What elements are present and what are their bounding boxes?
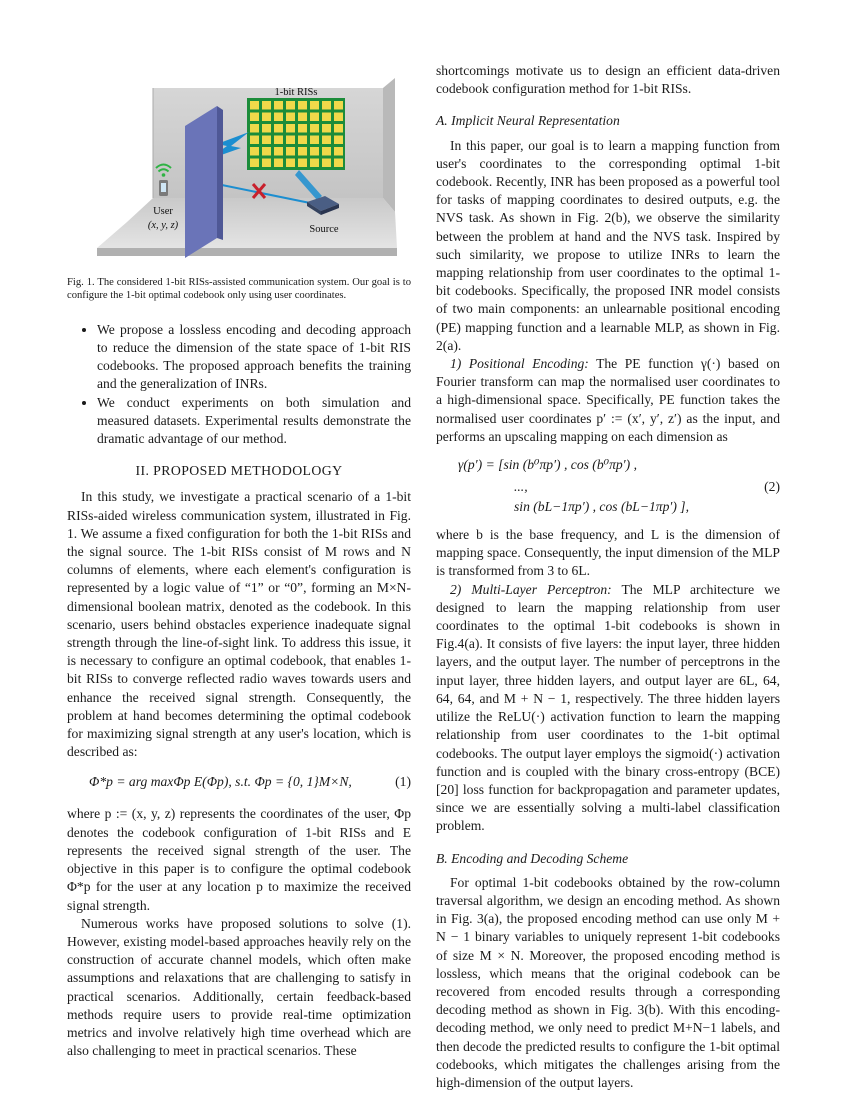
paragraph-run-in-heading: 1) Positional Encoding: [450, 356, 589, 372]
subsection-heading: A. Implicit Neural Representation [436, 113, 620, 129]
ris-element [298, 136, 307, 145]
section-heading: II. PROPOSED METHODOLOGY [135, 463, 343, 479]
ris-element [334, 159, 343, 168]
ris-element [334, 147, 343, 156]
paragraph-run-in-heading: 2) Multi-Layer Perceptron: [450, 581, 612, 597]
ris-element [334, 124, 343, 133]
equation-1 [67, 771, 411, 795]
user-coords-label: (x, y, z) [147, 220, 179, 231]
ris-element [334, 113, 343, 122]
ris-element [298, 124, 307, 133]
ris-element [262, 159, 271, 168]
ris-element [322, 101, 331, 110]
equation-line: sin (bL−1πp′) , cos (bL−1πp′) ], [514, 499, 689, 515]
paragraph: In this study, we investigate a practical scenario of a 1-bit RISs-aided wireless communication system, illustrated in Fig. 1. We assume a fixed configuration for both the 1-bit RISs and the signal source. The 1-bit RISs consist of M rows and N columns of elements, where each element's configuration is represented by a logic value of “1” or “0”, forming an M×N-dimensional boolean matrix, denoted as the codebook. In this scenario, users behind obstacles experience inadequate signal strength through the line-of-sight link. To address this issue, it is necessary to configure an optimal codebook, that enables 1-bit RISs to converge reflected radio waves towards users and enhance the received signal strength. Consequently, the problem at hand becomes determining the optimal codebook for maximizing signal strength at any user's location, which is described as: [67, 489, 411, 760]
equation-2 [436, 452, 780, 520]
ris-element [298, 113, 307, 122]
ris-label: 1-bit RISs [274, 87, 318, 98]
ris-element [322, 159, 331, 168]
floor [97, 198, 397, 248]
obstacle-wall [185, 106, 217, 258]
ris-element [250, 136, 259, 145]
ris-element [250, 147, 259, 156]
equation-body: Φ*p = arg maxΦp E(Φp), s.t. Φp = {0, 1}M×N, [89, 774, 352, 790]
paragraph: where p := (x, y, z) represents the coordinates of the user, Φp denotes the codebook configuration of 1-bit RISs and E represents the received signal strength of the user. The objective in this paper is to configure the optimal codebook Φ*p for the user at any location p to maximize the received signal strength. [67, 806, 411, 913]
system-diagram [67, 62, 411, 272]
ris-element [310, 101, 319, 110]
equation-line: γ(p′) = [sin (b⁰πp′) , cos (b⁰πp′) , [458, 457, 637, 473]
ris-element [274, 113, 283, 122]
ris-element [322, 136, 331, 145]
list-item: • We conduct experiments on both simulation and measured datasets. Experimental results demonstrate the dramatic advantage of our method. [97, 394, 411, 449]
ris-element [310, 136, 319, 145]
ris-element [286, 101, 295, 110]
ris-element [250, 101, 259, 110]
ris-element [262, 101, 271, 110]
ris-element [286, 147, 295, 156]
ris-element [310, 159, 319, 168]
equation-number: (2) [764, 479, 780, 495]
user-phone-icon [159, 180, 168, 196]
ris-element [286, 113, 295, 122]
ris-element [262, 124, 271, 133]
ris-element [262, 113, 271, 122]
figure-1 [67, 62, 411, 272]
ris-element [274, 159, 283, 168]
ris-element [310, 113, 319, 122]
subsection-heading: B. Encoding and Decoding Scheme [436, 850, 629, 866]
ris-element [334, 136, 343, 145]
paragraph [436, 581, 780, 836]
paragraph: In this paper, our goal is to learn a mapping function from user's coordinates to the corresponding optimal 1-bit codebook. Recently, INR has been proposed as a powerful tool for tasks of mapping coordinates to desired outputs, e.g. the NVS task. As shown in Fig. 2(b), we observe the similarity between the problem at hand and the NVS task. Inspired by such similarity, we propose to utilize INRs to learn the mapping relationship from user coordinates to the optimal 1-bit codebooks. Specifically, the proposed INR model consists of two main components: an unlearnable positional encoding (PE) mapping function and a learnable MLP, as shown in Fig. 2(a). [436, 137, 780, 353]
ris-element [334, 101, 343, 110]
paragraph: Numerous works have proposed solutions to solve (1). However, existing model-based approaches heavily rely on the construction of accurate channel models, which often make assumptions and relaxations that are challenging to satisfy in practical scenarios. Additionally, certain feedback-based methods require users to provide real-time optimization metrics and involve relatively high time overhead which are also challenging to meet in practical scenarios. These [67, 915, 411, 1059]
paragraph-text: The MLP architecture we designed to learn the mapping relationship from user coordinates to the optimal 1-bit codebooks is shown in Fig.4(a). It consists of five layers: the input layer, three hidden layers, and the output layer. The number of perceptrons in the input layer, three hidden layers, and output layer are 6L, 64, 64, 64, and M + N − 1, respectively. The three hidden layers utilize the ReLU(·) activation function to learn the mapping relationship from user coordinates to the 1-bit optimal codebooks. The output layer employs the sigmoid(·) activation function and is coupled with the binary cross-entropy (BCE) [20] loss function for backpropagation and parameter updates, since we are essentially solving a multi-label classification problem. [436, 581, 780, 834]
source-label: Source [309, 224, 339, 235]
ris-element [274, 124, 283, 133]
ris-element [250, 159, 259, 168]
ris-element [250, 124, 259, 133]
user-label: User [153, 206, 173, 217]
list-item: • We propose a lossless encoding and decoding approach to reduce the dimension of the state space of 1-bit RIS codebooks. The proposed approach benefits the training and the generalization of INRs. [97, 321, 411, 394]
paragraph: shortcomings motivate us to design an efficient data-driven codebook configuration method for 1-bit RISs. [436, 63, 780, 97]
paragraph [436, 355, 780, 446]
ris-element [262, 147, 271, 156]
ris-element [322, 113, 331, 122]
ris-element [250, 113, 259, 122]
right-column [436, 62, 780, 1092]
paragraph: where b is the base frequency, and L is the dimension of mapping space. Consequently, the input dimension of the MLP is transformed from 3 to 6L. [436, 527, 780, 579]
floor-edge [97, 248, 397, 256]
ris-panel [247, 98, 345, 170]
ris-element [298, 159, 307, 168]
ris-element [298, 101, 307, 110]
ris-element [310, 124, 319, 133]
obstacle-wall-side [217, 106, 223, 240]
ris-element [286, 136, 295, 145]
paragraph: For optimal 1-bit codebooks obtained by the row-column traversal algorithm, we design an encoding method. As shown in Fig. 3(a), the proposed encoding method can use only M + N − 1 binary variables to uniquely represent 1-bit codebooks of size M × N. Moreover, the proposed encoding method is lossless, which means that the original codebook can be recovered from encoded results through a corresponding decoding method as shown in Fig. 3(b). With this encoding-decoding method, we only need to predict M+N−1 labels, and then decode the predicted results to configure the 1-bit optimal codebooks, which mitigates the challenges arising from the high-dimension of the output layers. [436, 874, 780, 1090]
ris-element [322, 147, 331, 156]
ris-element [262, 136, 271, 145]
ris-element [310, 147, 319, 156]
ris-element [274, 136, 283, 145]
paragraph-text: The PE function γ(·) based on Fourier transform can map the normalised user coordinates to a high-dimensional space. Specifically, PE function takes the normalised user coordinates p′ := (x′, y′, z′) as the input, and performs an upscaling mapping on each dimension as [436, 356, 780, 444]
ris-element [286, 159, 295, 168]
figure-caption: Fig. 1. The considered 1-bit RISs-assisted communication system. Our goal is to configure the 1-bit optimal codebook only using user coordinates. [67, 277, 411, 302]
ris-element [298, 147, 307, 156]
ris-element [274, 101, 283, 110]
ris-element [286, 124, 295, 133]
ris-element [274, 147, 283, 156]
left-column [67, 62, 411, 1060]
right-wall [383, 78, 395, 212]
equation-number: (1) [395, 774, 411, 790]
contribution-list [67, 321, 411, 448]
equation-line: ..., [514, 479, 528, 495]
ris-element [322, 124, 331, 133]
